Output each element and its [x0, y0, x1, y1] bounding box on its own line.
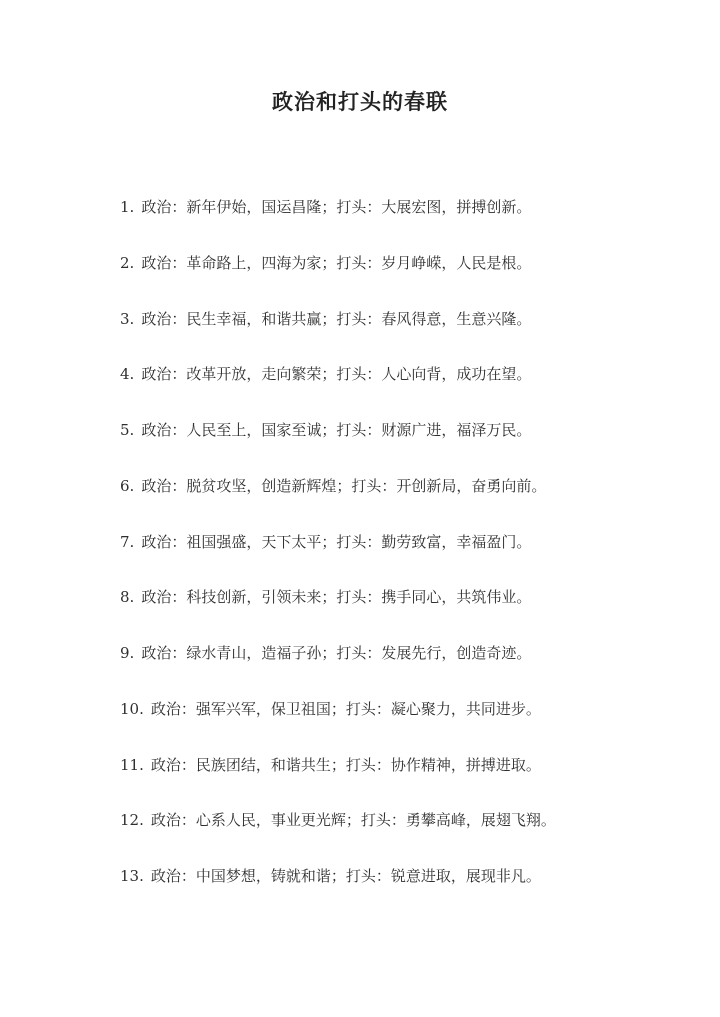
item-number: 13. — [120, 867, 144, 885]
list-item — [120, 528, 700, 584]
list-item — [120, 193, 700, 249]
item-text: 政治：祖国强盛，天下太平；打头：勤劳致富，幸福盈门。 — [141, 532, 532, 551]
item-number: 6. — [120, 476, 135, 495]
list-item — [120, 305, 700, 361]
item-text: 政治：心系人民，事业更光辉；打头：勇攀高峰，展翅飞翔。 — [150, 811, 556, 830]
item-number: 9. — [120, 644, 135, 662]
item-number: 3. — [120, 309, 135, 328]
item-number: 10. — [120, 699, 144, 718]
item-text: 政治：科技创新，引领未来；打头：携手同心，共筑伟业。 — [141, 588, 532, 607]
document-title: 政治和打头的春联 — [272, 89, 448, 114]
item-number: 12. — [120, 811, 144, 830]
list-item — [120, 751, 700, 807]
item-text: 政治：绿水青山，造福子孙；打头：发展先行，创造奇迹。 — [141, 644, 532, 662]
list-item — [120, 249, 700, 305]
item-number: 4. — [120, 365, 135, 384]
item-number: 7. — [120, 532, 135, 551]
item-number: 5. — [120, 421, 135, 439]
item-number: 1. — [120, 198, 135, 216]
item-text: 政治：脱贫攻坚，创造新辉煌；打头：开创新局，奋勇向前。 — [141, 476, 547, 495]
couplet-list — [120, 193, 700, 918]
item-number: 8. — [120, 588, 135, 607]
item-number: 2. — [120, 253, 135, 272]
item-text: 政治：改革开放，走向繁荣；打头：人心向背，成功在望。 — [141, 365, 532, 384]
list-item — [120, 360, 700, 416]
item-text: 政治：新年伊始，国运昌隆；打头：大展宏图，拼搏创新。 — [141, 198, 532, 216]
item-text: 政治：中国梦想，铸就和谐；打头：锐意进取，展现非凡。 — [150, 867, 541, 885]
item-text: 政治：民族团结，和谐共生；打头：协作精神，拼搏进取。 — [150, 755, 541, 774]
list-item — [120, 806, 700, 862]
list-item — [120, 472, 700, 528]
list-item — [120, 416, 700, 472]
list-item — [120, 695, 700, 751]
list-item — [120, 862, 700, 918]
list-item — [120, 583, 700, 639]
item-text: 政治：革命路上，四海为家；打头：岁月峥嵘，人民是根。 — [141, 253, 532, 272]
item-text: 政治：民生幸福，和谐共赢；打头：春风得意，生意兴隆。 — [141, 309, 532, 328]
item-text: 政治：人民至上，国家至诚；打头：财源广进，福泽万民。 — [141, 421, 532, 439]
item-number: 11. — [120, 755, 144, 774]
item-text: 政治：强军兴军，保卫祖国；打头：凝心聚力，共同进步。 — [150, 699, 541, 718]
list-item — [120, 639, 700, 695]
